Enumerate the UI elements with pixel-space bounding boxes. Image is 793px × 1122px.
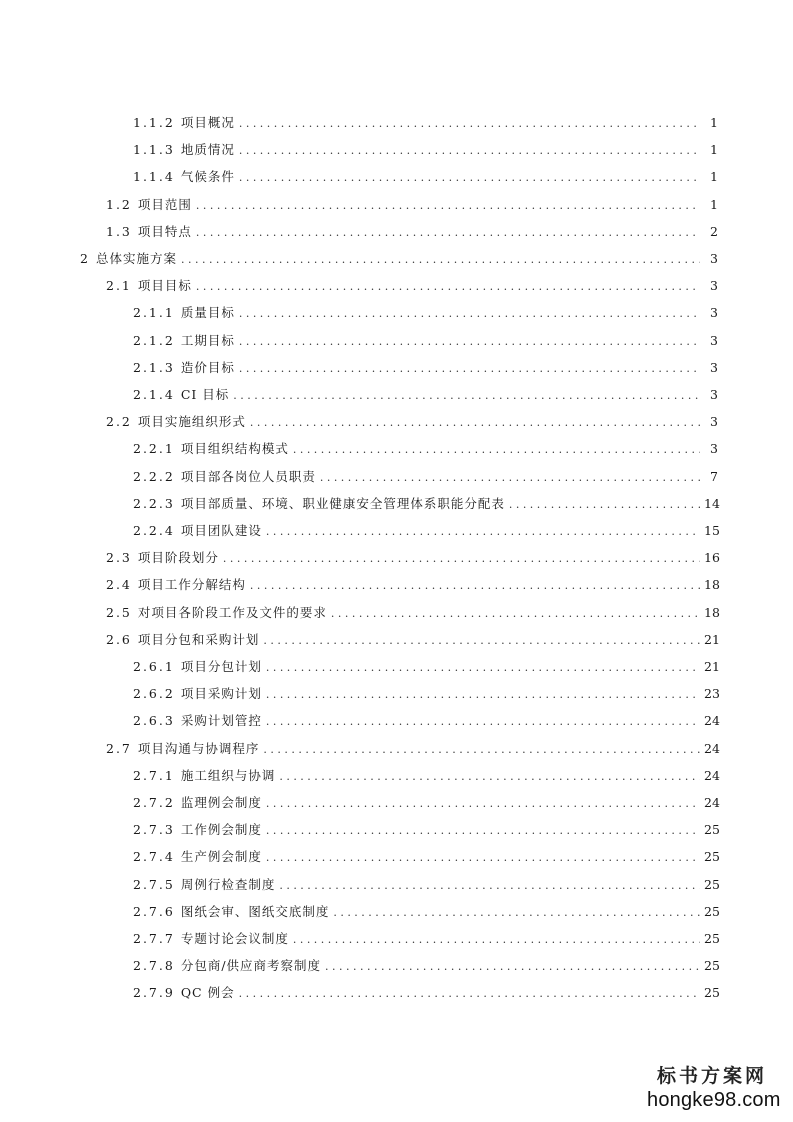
toc-dot-leader — [250, 414, 700, 432]
toc-entry-number: 2.2.2 — [133, 469, 175, 484]
toc-entry[interactable] — [133, 820, 718, 840]
watermark-url: hongke98.com — [647, 1089, 781, 1111]
toc-entry-page: 3 — [710, 387, 718, 402]
toc-dot-leader — [239, 169, 700, 187]
toc-dot-leader — [266, 795, 700, 813]
toc-entry-title: 图纸会审、图纸交底制度 — [180, 904, 330, 919]
toc-dot-leader — [239, 142, 700, 160]
toc-entry-page: 25 — [704, 822, 720, 837]
toc-entry-number: 2.1.2 — [133, 333, 175, 348]
toc-entry-page: 25 — [704, 931, 720, 946]
toc-entry-number: 2.4 — [106, 577, 132, 592]
toc-entry-title: 项目采购计划 — [180, 686, 262, 701]
toc-entry-title: 项目概况 — [180, 115, 235, 130]
toc-dot-leader — [196, 224, 700, 242]
toc-entry-page: 25 — [704, 958, 720, 973]
toc-entry-number: 1.3 — [106, 224, 132, 239]
toc-entry-page: 21 — [704, 659, 720, 674]
toc-entry[interactable] — [133, 793, 718, 813]
toc-dot-leader — [333, 904, 700, 922]
toc-entry[interactable] — [133, 140, 718, 160]
toc-entry-title: 项目实施组织形式 — [137, 414, 246, 429]
toc-dot-leader — [331, 605, 700, 623]
toc-dot-leader — [263, 741, 700, 759]
toc-dot-leader — [181, 251, 700, 269]
toc-entry[interactable] — [106, 195, 718, 215]
toc-entry[interactable] — [106, 548, 718, 568]
toc-entry-title: 项目工作分解结构 — [137, 577, 246, 592]
toc-entry[interactable] — [106, 276, 718, 296]
toc-dot-leader — [266, 686, 700, 704]
toc-entry-page: 3 — [710, 441, 718, 456]
toc-entry-title: 工期目标 — [180, 333, 235, 348]
toc-entry[interactable] — [106, 603, 718, 623]
toc-entry-title: 监理例会制度 — [180, 795, 262, 810]
toc-entry[interactable] — [133, 331, 718, 351]
toc-entry-page: 24 — [704, 768, 720, 783]
toc-dot-leader — [279, 877, 700, 895]
toc-entry[interactable] — [133, 847, 718, 867]
toc-entry-number: 2.3 — [106, 550, 132, 565]
toc-entry-title: 造价目标 — [180, 360, 235, 375]
toc-entry[interactable] — [106, 630, 718, 650]
toc-entry-page: 25 — [704, 985, 720, 1000]
toc-entry[interactable] — [133, 494, 718, 514]
toc-entry-title: 项目分包和采购计划 — [137, 632, 260, 647]
toc-entry-number: 2.1.3 — [133, 360, 175, 375]
toc-dot-leader — [239, 333, 700, 351]
toc-entry[interactable] — [133, 983, 718, 1003]
toc-entry-page: 25 — [704, 849, 720, 864]
toc-entry-page: 1 — [710, 142, 718, 157]
toc-entry[interactable] — [106, 222, 718, 242]
toc-dot-leader — [263, 632, 700, 650]
toc-entry-number: 1.1.2 — [133, 115, 175, 130]
toc-entry-number: 2.7.3 — [133, 822, 175, 837]
watermark-name: 标书方案网 — [656, 1065, 767, 1087]
toc-entry-page: 14 — [704, 496, 720, 511]
toc-dot-leader — [266, 713, 700, 731]
toc-dot-leader — [509, 496, 700, 514]
toc-entry-title: 周例行检查制度 — [180, 877, 276, 892]
toc-entry-number: 1.1.3 — [133, 142, 175, 157]
toc-entry-title: 项目目标 — [137, 278, 192, 293]
toc-entry[interactable] — [106, 739, 718, 759]
toc-entry[interactable] — [133, 113, 718, 133]
toc-entry-title: 生产例会制度 — [180, 849, 262, 864]
toc-dot-leader — [233, 387, 700, 405]
toc-entry-number: 2.7.8 — [133, 958, 175, 973]
toc-entry[interactable] — [133, 711, 718, 731]
toc-entry-title: CI 目标 — [180, 387, 230, 402]
toc-entry-number: 2.6 — [106, 632, 132, 647]
toc-entry-title: 地质情况 — [180, 142, 235, 157]
toc-dot-leader — [320, 469, 700, 487]
watermark-logo — [647, 1064, 781, 1112]
toc-entry-page: 3 — [710, 278, 718, 293]
toc-entry[interactable] — [133, 167, 718, 187]
toc-entry-title: 分包商/供应商考察制度 — [180, 958, 322, 973]
toc-dot-leader — [293, 931, 700, 949]
toc-entry-number: 2 — [80, 251, 90, 266]
toc-entry-page: 3 — [710, 305, 718, 320]
toc-entry-page: 3 — [710, 414, 718, 429]
toc-entry-number: 2.7.2 — [133, 795, 175, 810]
toc-entry[interactable] — [133, 385, 718, 405]
toc-entry[interactable] — [133, 902, 718, 922]
toc-entry-number: 2.7 — [106, 741, 132, 756]
toc-entry[interactable] — [133, 358, 718, 378]
toc-entry-number: 2.2.3 — [133, 496, 175, 511]
toc-entry-number: 2.7.7 — [133, 931, 175, 946]
toc-dot-leader — [266, 659, 700, 677]
toc-entry-page: 18 — [704, 577, 720, 592]
toc-entry-title: 项目范围 — [137, 197, 192, 212]
toc-entry-page: 1 — [710, 197, 718, 212]
toc-entry-number: 1.2 — [106, 197, 132, 212]
toc-entry-number: 2.6.2 — [133, 686, 175, 701]
toc-dot-leader — [239, 115, 700, 133]
toc-entry[interactable] — [133, 956, 718, 976]
toc-entry-title: 施工组织与协调 — [180, 768, 276, 783]
toc-entry-page: 15 — [704, 523, 720, 538]
toc-entry-title: 项目部各岗位人员职责 — [180, 469, 316, 484]
toc-dot-leader — [250, 577, 700, 595]
toc-entry-page: 1 — [710, 115, 718, 130]
toc-entry[interactable] — [133, 929, 718, 949]
toc-entry-page: 24 — [704, 795, 720, 810]
toc-entry-page: 25 — [704, 904, 720, 919]
toc-entry-title: 工作例会制度 — [180, 822, 262, 837]
toc-entry[interactable] — [133, 657, 718, 677]
toc-entry-page: 16 — [704, 550, 720, 565]
toc-entry-title: 采购计划管控 — [180, 713, 262, 728]
toc-entry-page: 24 — [704, 713, 720, 728]
toc-dot-leader — [293, 441, 700, 459]
toc-entry-page: 25 — [704, 877, 720, 892]
toc-entry-title: 专题讨论会议制度 — [180, 931, 289, 946]
toc-dot-leader — [196, 278, 700, 296]
toc-entry-page: 23 — [704, 686, 720, 701]
toc-entry-page: 3 — [710, 251, 718, 266]
toc-entry-number: 2.1.1 — [133, 305, 175, 320]
toc-entry[interactable] — [106, 575, 718, 595]
toc-entry-title: 项目团队建设 — [180, 523, 262, 538]
toc-entry-title: 项目沟通与协调程序 — [137, 741, 260, 756]
toc-dot-leader — [239, 305, 700, 323]
toc-entry[interactable] — [133, 766, 718, 786]
toc-dot-leader — [223, 550, 700, 568]
toc-entry-number: 2.6.3 — [133, 713, 175, 728]
toc-entry-page: 2 — [710, 224, 718, 239]
toc-entry-page: 3 — [710, 360, 718, 375]
toc-entry-number: 1.1.4 — [133, 169, 175, 184]
toc-dot-leader — [266, 849, 700, 867]
toc-entry-number: 2.1.4 — [133, 387, 175, 402]
toc-entry[interactable] — [133, 684, 718, 704]
toc-entry[interactable] — [133, 439, 718, 459]
toc-entry-title: QC 例会 — [180, 985, 235, 1000]
toc-entry-title: 质量目标 — [180, 305, 235, 320]
toc-entry-title: 总体实施方案 — [95, 251, 177, 266]
toc-dot-leader — [279, 768, 700, 786]
toc-dot-leader — [266, 523, 700, 541]
toc-entry-title: 项目特点 — [137, 224, 192, 239]
toc-entry-page: 21 — [704, 632, 720, 647]
toc-entry-page: 24 — [704, 741, 720, 756]
toc-entry[interactable] — [106, 412, 718, 432]
toc-dot-leader — [196, 197, 700, 215]
toc-entry[interactable] — [133, 521, 718, 541]
toc-entry-title: 气候条件 — [180, 169, 235, 184]
toc-entry-title: 项目组织结构模式 — [180, 441, 289, 456]
toc-entry-number: 2.7.4 — [133, 849, 175, 864]
toc-entry-number: 2.7.6 — [133, 904, 175, 919]
toc-entry[interactable] — [133, 467, 718, 487]
toc-entry-number: 2.2.4 — [133, 523, 175, 538]
toc-entry-number: 2.7.9 — [133, 985, 175, 1000]
toc-entry-title: 对项目各阶段工作及文件的要求 — [137, 605, 327, 620]
toc-entry[interactable] — [133, 875, 718, 895]
toc-entry-page: 18 — [704, 605, 720, 620]
toc-entry-title: 项目部质量、环境、职业健康安全管理体系职能分配表 — [180, 496, 505, 511]
toc-entry-number: 2.7.1 — [133, 768, 175, 783]
toc-entry-page: 7 — [710, 469, 718, 484]
toc-dot-leader — [325, 958, 700, 976]
toc-entry-number: 2.6.1 — [133, 659, 175, 674]
toc-entry-page: 1 — [710, 169, 718, 184]
toc-entry[interactable] — [80, 249, 718, 269]
toc-entry-number: 2.2.1 — [133, 441, 175, 456]
toc-dot-leader — [266, 822, 700, 840]
toc-entry-title: 项目阶段划分 — [137, 550, 219, 565]
toc-entry-number: 2.7.5 — [133, 877, 175, 892]
toc-entry-number: 2.2 — [106, 414, 132, 429]
toc-entry-page: 3 — [710, 333, 718, 348]
toc-entry-title: 项目分包计划 — [180, 659, 262, 674]
toc-entry[interactable] — [133, 303, 718, 323]
toc-entry-number: 2.5 — [106, 605, 132, 620]
toc-entry-number: 2.1 — [106, 278, 132, 293]
toc-dot-leader — [239, 360, 700, 378]
toc-dot-leader — [239, 985, 700, 1003]
